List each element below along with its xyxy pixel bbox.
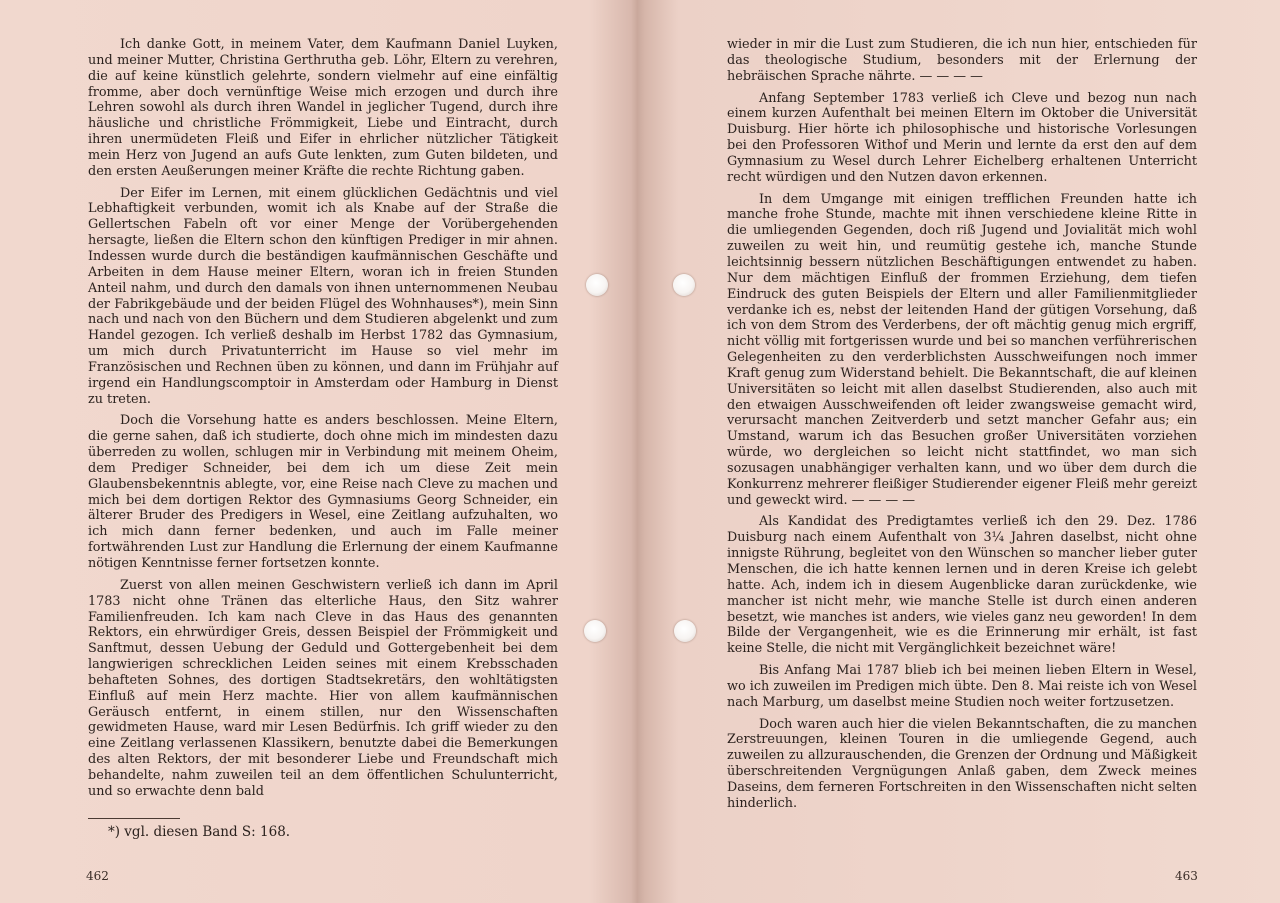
paragraph: Anfang September 1783 verließ ich Cleve und bezog nun nach einem kurzen Aufenthalt bei meinen Eltern im Oktober die Universität Duisburg. Hier hörte ich philosophische und historische Vorlesungen bei den Professoren Withof und Merin und lernte da erst den auf dem Gymnasium zu Wesel durch Lehrer Eichelberg erhaltenen Unterricht recht würdigen und den Nutzen davon erkennen. bbox=[727, 90, 1197, 185]
page-number: 463 bbox=[1175, 869, 1198, 883]
page-number: 462 bbox=[86, 869, 109, 883]
paragraph: Ich danke Gott, in meinem Vater, dem Kaufmann Daniel Luyken, und meiner Mutter, Christina Gerthrutha geb. Löhr, Eltern zu verehren, die auf keine künstlich gelehrte, sondern vielmehr auf eine einfältig fromme, aber doch vernünftige Weise mich erzogen und durch ihre Lehren sowohl als durch ihren Wandel in jeglicher Tugend, durch ihre häusliche und christliche Frömmigkeit, Liebe und Eintracht, durch ihren unermüdeten Fleiß und Eifer in ehrlicher nützlicher Tätigkeit mein Herz von Jugend an aufs Gute lenkten, zum Guten bildeten, und den ersten Aeußerungen meiner Kräfte die rechte Richtung gaben. bbox=[88, 37, 558, 179]
right-page bbox=[640, 0, 1280, 903]
footnote-divider bbox=[88, 818, 180, 819]
left-page-text bbox=[88, 37, 558, 806]
paragraph: Doch die Vorsehung hatte es anders beschlossen. Meine Eltern, die gerne sahen, daß ich studierte, doch ohne mich im mindesten dazu überreden zu wollen, schlugen mir in Verbindung mit meinem Oheim, dem Prediger Schneider, bei dem ich um diese Zeit mein Glaubensbekenntnis ablegte, vor, eine Reise nach Cleve zu machen und mich bei dem dortigen Rektor des Gymnasiums Georg Schneider, ein älterer Bruder des Predigers in Wesel, eine Zeitlang aufzuhalten, wo ich mich dann ferner bedenken, und auch im Falle meiner fortwährenden Lust zur Handlung die Erlernung der einem Kaufmanne nötigen Kenntnisse ferner fortsetzen konnte. bbox=[88, 413, 558, 571]
right-page-text bbox=[727, 37, 1197, 818]
footnote: *) vgl. diesen Band S: 168. bbox=[108, 824, 291, 840]
paragraph: Der Eifer im Lernen, mit einem glücklichen Gedächtnis und viel Lebhaftigkeit verbunden, womit ich als Knabe auf der Straße die Gellertschen Fabeln oft vor einer Menge der Vorübergehenden hersagte, ließen die Eltern schon den künftigen Prediger in mir ahnen. Indessen wurde durch die beständigen kaufmännischen Geschäfte und Arbeiten in dem Hause meiner Eltern, woran ich in freien Stunden Anteil nahm, und durch den damals von ihnen unternommenen Neubau der Fabrikgebäude und der beiden Flügel des Wohnhauses*), mein Sinn nach und nach von den Büchern und dem Studieren abgelenkt und zum Handel gezogen. Ich verließ deshalb im Herbst 1782 das Gymnasium, um mich durch Privatunterricht im Hause so viel mehr im Französischen und Rechnen üben zu können, und dann im Frühjahr auf irgend ein Handlungscomptoir in Amsterdam oder Hamburg in Dienst zu treten. bbox=[88, 185, 558, 407]
paragraph: Doch waren auch hier die vielen Bekanntschaften, die zu manchen Zerstreuungen, kleinen Touren in die umliegende Gegend, auch zuweilen zu allzurauschenden, die Grenzen der Ordnung und Mäßigkeit überschreitenden Vergnügungen Anlaß gaben, dem Zweck meines Daseins, dem ferneren Fortschreiten in den Wissenschaften nicht selten hinderlich. bbox=[727, 716, 1197, 811]
left-page bbox=[0, 0, 636, 903]
paragraph: In dem Umgange mit einigen trefflichen Freunden hatte ich manche frohe Stunde, machte mit ihnen verschiedene kleine Ritte in die umliegenden Gegenden, doch riß Jugend und Jovialität mich wohl zuweilen zu weit hin, und reumütig gestehe ich, manche Stunde leichtsinnig bessern nützlichen Beschäftigungen entwendet zu haben. Nur dem mächtigen Einfluß der frommen Erziehung, dem tiefen Eindruck des guten Beispiels der Eltern und aller Familienmitglieder verdanke ich es, nebst der leitenden Hand der gütigen Vorsehung, daß ich von dem Strom des Verderbens, der oft mächtig genug mich ergriff, nicht völlig mit fortgerissen wurde und bei so manchen verführerischen Gelegenheiten zu den verderblichsten Ausschweifungen noch immer Kraft genug zum Widerstand behielt. Die Bekanntschaft, die auf kleinen Universitäten so leicht mit allen daselbst Studierenden, also auch mit den etwaigen Ausschweifenden oft leider zwangsweise gemacht wird, verursacht manchen Zeitverderb und setzt mancher Gefahr aus; ein Umstand, warum ich das Besuchen großer Universitäten vorziehen würde, wo dergleichen so leicht nicht stattfindet, wo man sich sozusagen unabhängiger verhalten kann, und wo über dem durch die Konkurrenz mehrerer fleißiger Studierender eigener Fleiß mehr gereizt und geweckt wird. — — — — bbox=[727, 191, 1197, 508]
paragraph: Als Kandidat des Predigtamtes verließ ich den 29. Dez. 1786 Duisburg nach einem Aufenthalt von 3¼ Jahren daselbst, nicht ohne innigste Rührung, begleitet von den Wünschen so mancher lieber guter Menschen, die ich hatte kennen lernen und in deren Kreise ich gelebt hatte. Ach, indem ich in diesem Augenblicke daran zurückdenke, wie mancher ist nicht mehr, wie manche Stelle ist durch einen anderen besetzt, wie manches ist anders, wie vieles ganz neu geworden! In dem Bilde der Vergangenheit, wie es die Erinnerung mir erhält, ist fast keine Stelle, die nicht mit Vergänglichkeit bezeichnet wäre! bbox=[727, 514, 1197, 657]
binding-hole bbox=[586, 274, 608, 296]
binding-hole bbox=[584, 620, 606, 642]
binding-hole bbox=[673, 274, 695, 296]
binding-hole bbox=[674, 620, 696, 642]
paragraph-continuation: wieder in mir die Lust zum Studieren, die ich nun hier, entschieden für das theologische Studium, besonders mit der Erlernung der hebräischen Sprache nährte. — — — — bbox=[727, 37, 1197, 84]
paragraph: Bis Anfang Mai 1787 blieb ich bei meinen lieben Eltern in Wesel, wo ich zuweilen im Predigen mich übte. Den 8. Mai reiste ich von Wesel nach Marburg, um daselbst meine Studien noch weiter fortzusetzen. bbox=[727, 663, 1197, 710]
paragraph: Zuerst von allen meinen Geschwistern verließ ich dann im April 1783 nicht ohne Tränen das elterliche Haus, den Sitz wahrer Familienfreuden. Ich kam nach Cleve in das Haus des genannten Rektors, ein ehrwürdiger Greis, dessen Beispiel der Frömmigkeit und Sanftmut, dessen Uebung der Geduld und Gottergebenheit bei dem langwierigen schrecklichen Leiden seines mit einem Krebsschaden behafteten Sohnes, des dortigen Stadtsekretärs, den wohltätigsten Einfluß auf mein Herz machte. Hier von allem kaufmännischen Geräusch entfernt, in einem stillen, nur den Wissenschaften gewidmeten Hause, ward mir Lesen Bedürfnis. Ich griff wieder zu den eine Zeitlang verlassenen Klassikern, benutzte dabei die Bemerkungen des alten Rektors, der mit besonderer Liebe und Freundschaft mich behandelte, nahm zuweilen teil an dem öffentlichen Schulunterricht, und so erwachte denn bald bbox=[88, 577, 558, 799]
